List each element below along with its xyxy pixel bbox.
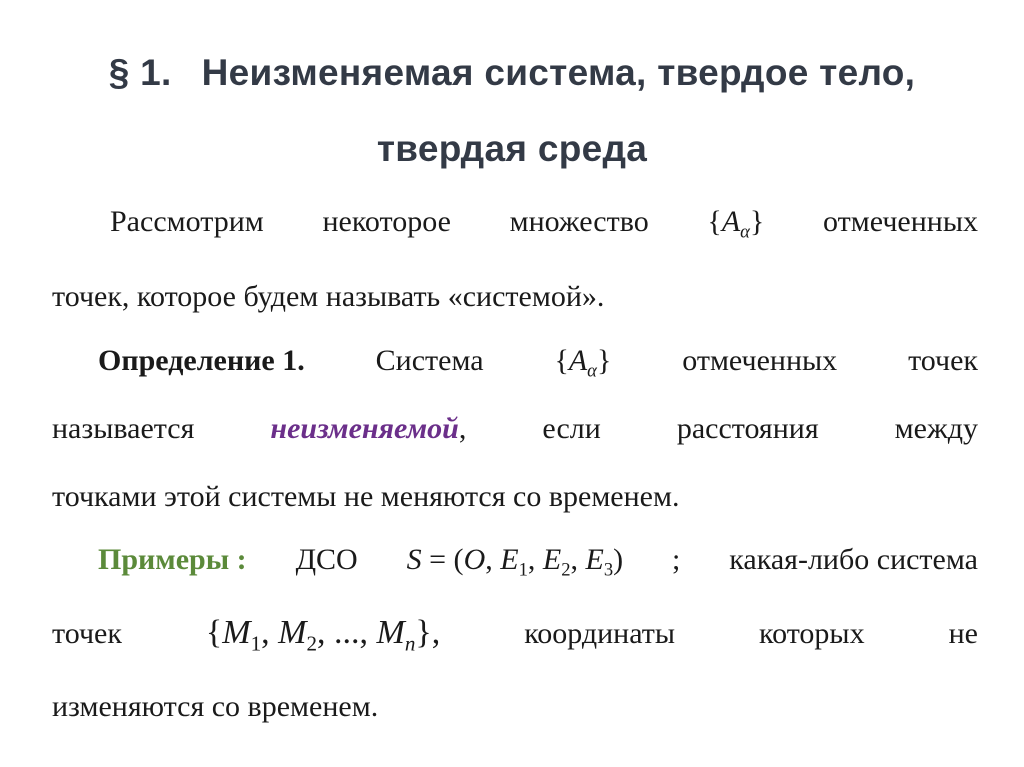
definition-line-1 [98, 344, 978, 383]
section-title-line-1 [0, 52, 1024, 94]
semicolon: ; [672, 543, 681, 576]
para1-word: некоторое [322, 205, 451, 238]
section-title-line-2: твердая среда [376, 128, 648, 169]
definition-label: Определение 1. [98, 344, 305, 377]
examples-word: которых [759, 617, 865, 650]
definition-line-3 [52, 480, 978, 514]
section-number: § 1. [108, 52, 172, 93]
examples-word: не [948, 617, 978, 650]
definition-word: если [542, 412, 601, 445]
definition-word: Система [375, 344, 484, 377]
definition-term-group: неизменяемой, [270, 412, 467, 445]
examples-label: Примеры : [98, 543, 247, 576]
definition-word: отмеченных [682, 344, 838, 377]
para1-word: Рассмотрим [110, 205, 264, 238]
set-a-alpha: $\{A_\alpha\}$ [707, 205, 765, 243]
examples-text: какая-либо система [729, 543, 978, 576]
para1-word: множество [509, 205, 649, 238]
examples-word: координаты [524, 617, 676, 650]
examples-line-3 [52, 690, 978, 724]
para1-text: точек, которое будем называть «системой». [52, 280, 605, 313]
examples-line-1 [98, 543, 978, 582]
examples-dso: ДСО [295, 543, 358, 576]
definition-word: точек [908, 344, 978, 377]
definition-line-2 [52, 412, 978, 446]
section-title-text: Неизменяемая система, твердое тело, [201, 52, 916, 93]
examples-word: точек [52, 617, 122, 650]
examples-text: изменяются со временем. [52, 690, 379, 723]
set-a-alpha: $\{A_\alpha\}$ [554, 344, 612, 382]
definition-term: неизменяемой [270, 412, 459, 445]
definition-word: расстояния [676, 412, 819, 445]
para1-line-2 [52, 280, 978, 314]
set-m: {$M_1$, $M_2$, ..., $M_n$}, [205, 614, 441, 656]
formula-s: S = (O, $E_1$, $E_2$, $E_3$) [406, 543, 624, 581]
definition-word: между [894, 412, 978, 445]
definition-word: называется [52, 412, 195, 445]
para1-word: отмеченных [823, 205, 978, 238]
definition-text: точками этой системы не меняются со временем. [52, 480, 680, 513]
examples-line-2 [52, 614, 978, 656]
para1-line-1 [110, 205, 978, 244]
